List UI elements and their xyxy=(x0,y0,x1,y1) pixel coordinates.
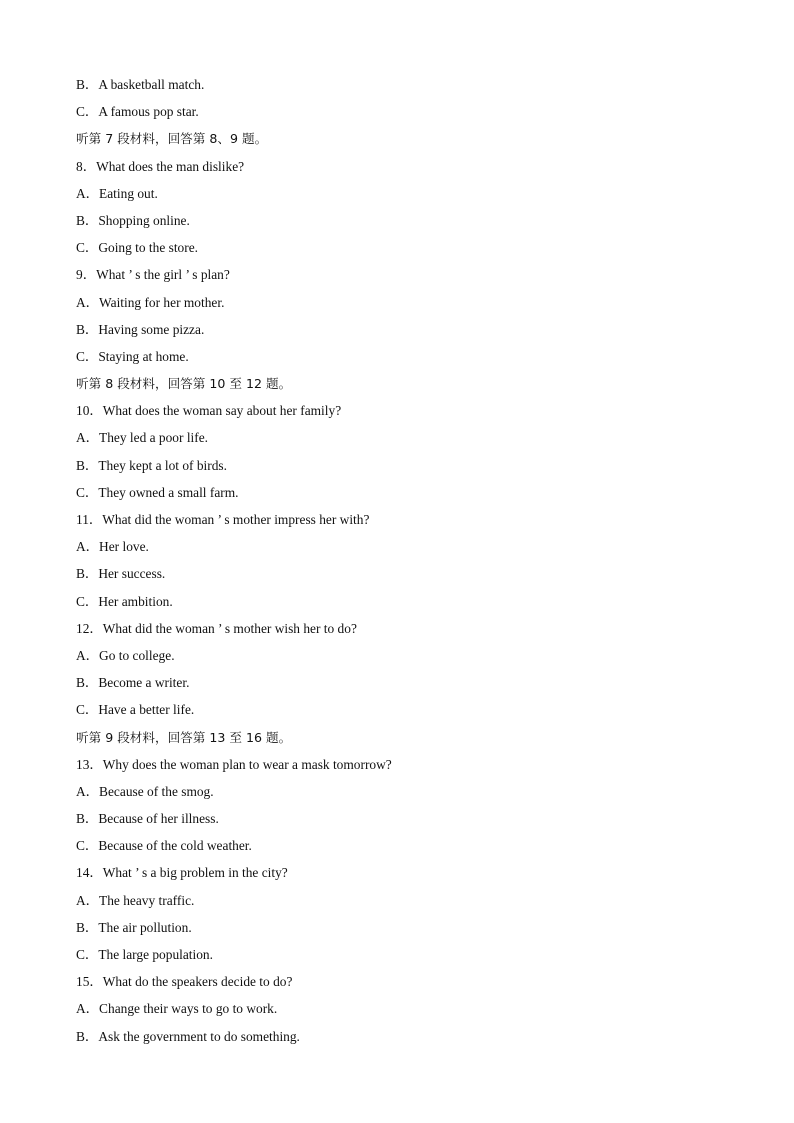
answer-option: B．Having some pizza. xyxy=(76,321,205,337)
question-text: 10．What does the woman say about her family? xyxy=(76,403,342,419)
answer-option: C．Going to the store. xyxy=(76,240,198,256)
answer-option: A．Waiting for her mother. xyxy=(76,294,225,310)
exam-content xyxy=(76,75,736,1054)
answer-option: C．A famous pop star. xyxy=(76,104,199,120)
section-heading: 听第 9 段材料，回答第 13 至 16 题。 xyxy=(76,729,292,745)
answer-option: B．The air pollution. xyxy=(76,919,192,935)
section-heading: 听第 8 段材料，回答第 10 至 12 题。 xyxy=(76,376,292,392)
question-text: 8．What does the man dislike? xyxy=(76,158,245,174)
answer-option: A．The heavy traffic. xyxy=(76,892,195,908)
question-text: 13．Why does the woman plan to wear a mask tomorrow? xyxy=(76,756,392,772)
answer-option: A．Her love. xyxy=(76,539,149,555)
answer-option: C．Staying at home. xyxy=(76,348,189,364)
answer-option: B．They kept a lot of birds. xyxy=(76,457,227,473)
answer-option: A．They led a poor life. xyxy=(76,430,209,446)
answer-option: B．Because of her illness. xyxy=(76,811,219,827)
answer-option: B．Ask the government to do something. xyxy=(76,1028,300,1044)
question-text: 14．What ’ s a big problem in the city? xyxy=(76,865,288,881)
answer-option: B．Her success. xyxy=(76,566,166,582)
question-text: 11．What did the woman ’ s mother impress her with? xyxy=(76,512,370,527)
answer-option: B．Become a writer. xyxy=(76,675,190,691)
question-text: 9．What ’ s the girl ’ s plan? xyxy=(76,267,230,283)
answer-option: A．Because of the smog. xyxy=(76,783,214,799)
answer-option: C．Her ambition. xyxy=(76,593,173,609)
answer-option: C．They owned a small farm. xyxy=(76,484,239,500)
answer-option: C．Because of the cold weather. xyxy=(76,838,252,854)
answer-option: B．A basketball match. xyxy=(76,77,205,92)
answer-option: C．Have a better life. xyxy=(76,702,195,718)
question-text: 12．What did the woman ’ s mother wish her to do? xyxy=(76,620,357,636)
answer-option: A．Go to college. xyxy=(76,647,175,663)
answer-option: C．The large population. xyxy=(76,947,213,962)
answer-option: A．Eating out. xyxy=(76,185,158,201)
section-heading: 听第 7 段材料，回答第 8、9 题。 xyxy=(76,131,268,147)
answer-option: B．Shopping online. xyxy=(76,212,190,228)
answer-option: A．Change their ways to go to work. xyxy=(76,1001,278,1017)
question-text: 15．What do the speakers decide to do? xyxy=(76,974,293,990)
